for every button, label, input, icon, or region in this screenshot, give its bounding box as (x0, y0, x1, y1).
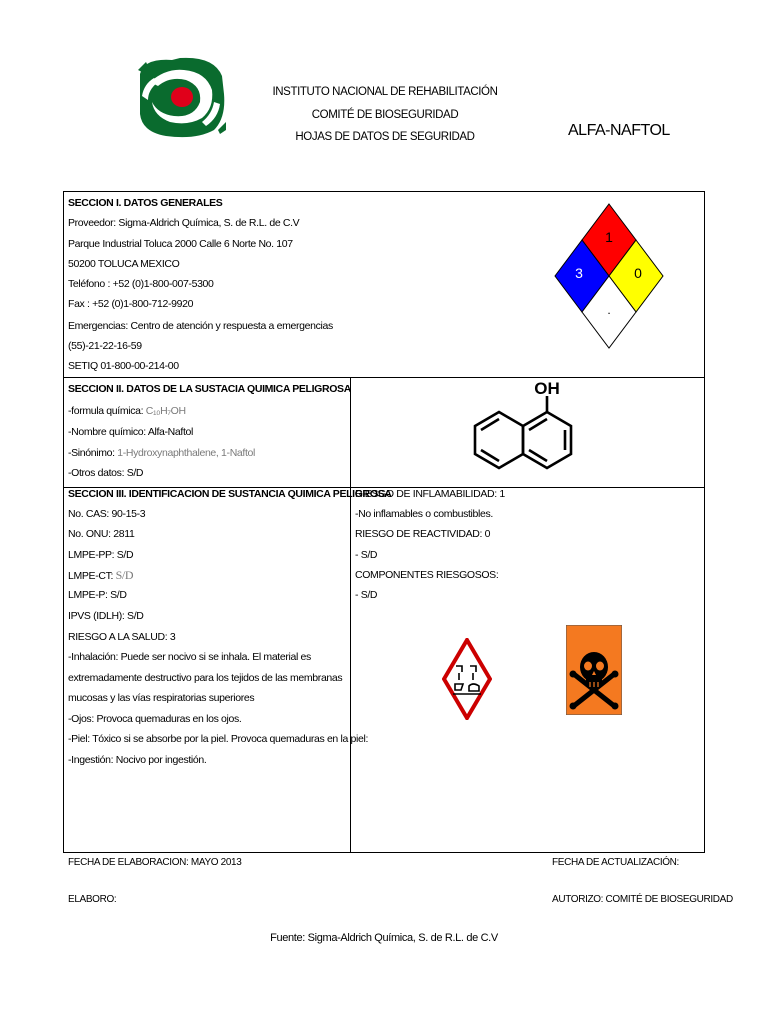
corrosion-icon (442, 638, 492, 720)
lmpe-ct-value: S/D (115, 568, 134, 582)
chemical-name-line: -Nombre químico: Alfa-Naftol (68, 426, 193, 438)
inhalation-line: -Inhalación: Puede ser nocivo si se inhala. El material es (68, 651, 311, 663)
ingestion-line: -Ingestión: Nocivo por ingestión. (68, 754, 207, 766)
formula-label: -formula química: (68, 405, 146, 417)
emergency-phone-line: (55)-21-22-16-59 (68, 340, 142, 352)
hazardous-components-note: - S/D (355, 589, 378, 601)
synonym-line (68, 447, 255, 460)
lmpe-ct-line (68, 569, 133, 583)
other-data-line: -Otros datos: S/D (68, 467, 144, 479)
page-title: ALFA-NAFTOL (568, 122, 670, 139)
section2-heading: SECCION II. DATOS DE LA SUSTACIA QUIMICA PELIGROSA (68, 383, 351, 395)
elaborated-by: ELABORO: (68, 894, 117, 905)
phone-line: Teléfono : +52 (0)1-800-007-5300 (68, 278, 214, 290)
column-divider (350, 377, 351, 853)
synonym-label: -Sinónimo: (68, 447, 118, 459)
inhalation-line: mucosas y las vías respiratorias superiores (68, 692, 255, 704)
source-note: Fuente: Sigma-Aldrich Química, S. de R.L. de C.V (270, 932, 498, 944)
nfpa-diamond-icon (552, 202, 666, 352)
document-type: HOJAS DE DATOS DE SEGURIDAD (295, 131, 475, 143)
lmpe-p: LMPE-P: S/D (68, 589, 127, 601)
section3-heading: SECCION III. IDENTIFICACION DE SUSTANCIA QUIMICA PELIGROSA (68, 488, 392, 500)
eyes-line: -Ojos: Provoca quemaduras en los ojos. (68, 713, 242, 725)
elaboration-date: FECHA DE ELABORACION: MAYO 2013 (68, 857, 242, 868)
section1-heading: SECCION I. DATOS GENERALES (68, 197, 223, 209)
onu-number: No. ONU: 2811 (68, 528, 135, 540)
city-line: 50200 TOLUCA MEXICO (68, 258, 180, 270)
synonym-value: 1-Hydroxynaphthalene, 1-Naftol (117, 447, 256, 459)
nfpa-reactivity-value: 0 (634, 265, 642, 281)
nfpa-special-value: . (607, 303, 611, 317)
naphthol-structure-icon (465, 378, 590, 476)
institution-name: INSTITUTO NACIONAL DE REHABILITACIÓN (272, 86, 498, 98)
row-divider (64, 377, 704, 378)
fax-line: Fax : +52 (0)1-800-712-9920 (68, 298, 194, 310)
lmpe-pp: LMPE-PP: S/D (68, 549, 134, 561)
setiq-line: SETIQ 01-800-00-214-00 (68, 360, 179, 372)
lmpe-ct-label: LMPE-CT: (68, 570, 116, 582)
inhalation-line: extremadamente destructivo para los tejidos de las membranas (68, 672, 343, 684)
formula-value: C₁₀H₇OH (145, 405, 186, 417)
emergency-line: Emergencias: Centro de atención y respuesta a emergencias (68, 320, 333, 332)
health-risk: RIESGO A LA SALUD: 3 (68, 631, 176, 643)
committee-name: COMITÉ DE BIOSEGURIDAD (311, 109, 459, 121)
address-line: Parque Industrial Toluca 2000 Calle 6 Norte No. 107 (68, 238, 293, 250)
reactivity-risk: RIESGO DE REACTIVIDAD: 0 (355, 528, 491, 540)
flammability-risk: RIESGO DE INFLAMABILIDAD: 1 (355, 488, 505, 500)
cas-number: No. CAS: 90-15-3 (68, 508, 146, 520)
supplier-line: Proveedor: Sigma-Aldrich Química, S. de R.L. de C.V (68, 217, 300, 229)
flammability-note: -No inflamables o combustibles. (355, 508, 493, 520)
authorized-by: AUTORIZO: COMITÉ DE BIOSEGURIDAD (552, 894, 733, 905)
formula-line (68, 405, 186, 418)
update-date: FECHA DE ACTUALIZACIÓN: (552, 857, 679, 868)
hydroxyl-label: OH (534, 379, 560, 398)
nfpa-flammability-value: 1 (605, 229, 613, 245)
reactivity-note: - S/D (355, 549, 378, 561)
hazardous-components: COMPONENTES RIESGOSOS: (355, 569, 499, 581)
nfpa-health-value: 3 (575, 265, 583, 281)
institution-logo (136, 56, 228, 138)
ipvs-idlh: IPVS (IDLH): S/D (68, 610, 144, 622)
skin-line: -Piel: Tóxico si se absorbe por la piel. Provoca quemaduras en la piel: (68, 733, 369, 745)
skull-crossbones-icon (566, 625, 622, 715)
